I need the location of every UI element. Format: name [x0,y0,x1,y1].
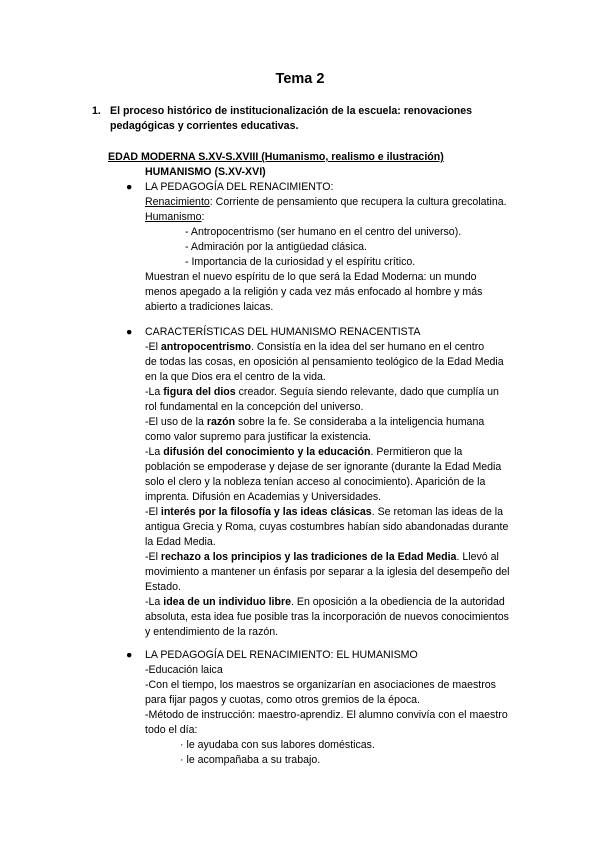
subheading: HUMANISMO (S.XV-XVI) [145,166,266,178]
section-heading: CARACTERÍSTICAS DEL HUMANISMO RENACENTISTA [145,326,421,338]
paragraph-line: Muestran el nuevo espíritu de lo que será la Edad Moderna: un mundo [145,271,477,283]
paragraph-line: todo el día: [145,724,198,736]
paragraph-line: solo el clero y la nobleza tenían acceso al conocimiento). Aparición de la [145,476,486,488]
question-line: El proceso histórico de institucionalización de la escuela: renovaciones [110,105,473,117]
section-heading: LA PEDAGOGÍA DEL RENACIMIENTO: EL HUMANISMO [145,649,418,661]
question-line: pedagógicas y corrientes educativas. [110,120,299,132]
paragraph-line: -El interés por la filosofía y las ideas clásicas. Se retoman las ideas de la [145,506,504,518]
list-item: - Admiración por la antigüedad clásica. [185,241,367,253]
paragraph-line: rol fundamental en la concepción del universo. [145,401,364,413]
bullet-icon: ● [126,649,133,661]
paragraph-line: abierto a tradiciones laicas. [145,301,274,313]
paragraph-line: imprenta. Difusión en Academias y Universidades. [145,491,382,503]
paragraph-line: Estado. [145,581,181,593]
paragraph-line: para fijar pagos y cuotas, como otros gremios de la época. [145,694,420,706]
paragraph-line: de todas las cosas, en oposición al pensamiento teológico de la Edad Media [145,356,504,368]
paragraph-line: -La figura del dios creador. Seguía siendo relevante, dado que cumplía un [145,386,499,398]
paragraph-line: -Método de instrucción: maestro-aprendiz. El alumno convivía con el maestro [145,709,508,721]
paragraph-line: -La idea de un individuo libre. En oposición a la obediencia de la autoridad [145,596,505,608]
paragraph-line: -Con el tiempo, los maestros se organizarían en asociaciones de maestros [145,679,496,691]
paragraph-line: menos apegado a la religión y cada vez más enfocado al hombre y más [145,286,483,298]
paragraph-line: en la que Dios era el centro de la vida. [145,371,326,383]
paragraph-line: como valor supremo para justificar la existencia. [145,431,372,443]
paragraph-line: población se empoderase y dejase de ser ignorante (durante la Edad Media [145,461,502,473]
list-item: - Antropocentrismo (ser humano en el centro del universo). [185,226,462,238]
bullet-icon: ● [126,181,133,193]
page-title: Tema 2 [275,71,325,87]
paragraph-line: -El uso de la razón sobre la fe. Se consideraba a la inteligencia humana [145,416,485,428]
paragraph-line: y entendimiento de la razón. [145,626,279,638]
definition-humanismo: Humanismo: [145,211,205,223]
paragraph-line: la Edad Media. [145,536,216,548]
question-number: 1. [92,105,101,117]
paragraph-line: movimiento a mantener un énfasis por separar a la iglesia del desempeño del [145,566,510,578]
definition-renacimiento: Renacimiento: Corriente de pensamiento que recupera la cultura grecolatina. [145,196,507,208]
paragraph-line: -Educación laica [145,664,223,676]
list-item: - Importancia de la curiosidad y el espíritu crítico. [185,256,416,268]
paragraph-line: -El rechazo a los principios y las tradiciones de la Edad Media. Llevó al [145,551,499,563]
paragraph-line: -La difusión del conocimiento y la educación. Permitieron que la [145,446,463,458]
paragraph-line: antigua Grecia y Roma, cuyas costumbres habían sido abandonadas durante [145,521,509,533]
bullet-icon: ● [126,326,133,338]
paragraph-line: absoluta, esta idea fue posible tras la incorporación de nuevos conocimientos [145,611,509,623]
list-item: · le ayudaba con sus labores domésticas. [180,739,375,751]
paragraph-line: -El antropocentrismo. Consistía en la idea del ser humano en el centro [145,341,485,353]
list-item: · le acompañaba a su trabajo. [180,754,321,766]
era-heading: EDAD MODERNA S.XV-S.XVIII (Humanismo, realismo e ilustración) [108,151,444,163]
section-heading: LA PEDAGOGÍA DEL RENACIMIENTO: [145,181,334,193]
